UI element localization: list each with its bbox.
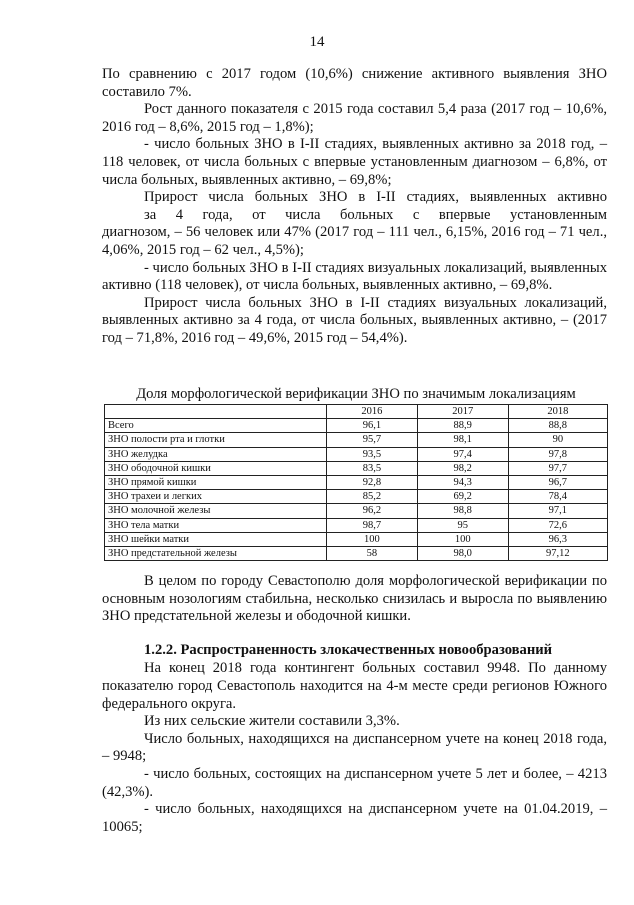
table-cell-value: 72,6 xyxy=(508,518,607,532)
paragraph xyxy=(102,189,607,259)
paragraph: Число больных, находящихся на диспансерном учете на конец 2018 года, – 9948; xyxy=(102,730,607,765)
table-row xyxy=(105,433,608,447)
table-cell-value: 100 xyxy=(417,532,508,546)
paragraph: - число больных ЗНО в I-II стадиях, выявленных активно за 2018 год, – 118 человек, от числа больных с впервые установленным диагнозом – 6,8%, от числа больных, выявленных активно, – 69,8%; xyxy=(102,136,607,188)
table-cell-value: 78,4 xyxy=(508,490,607,504)
paragraph: По сравнению с 2017 годом (10,6%) снижение активного выявления ЗНО составило 7%. xyxy=(102,66,607,100)
paragraph-line: за 4 года, от числа больных с впервые установленным xyxy=(144,206,607,223)
table-cell-value: 100 xyxy=(327,532,418,546)
table-cell-label: Всего xyxy=(105,419,327,433)
table-cell-value: 95 xyxy=(417,518,508,532)
table-cell-label: ЗНО полости рта и глотки xyxy=(105,433,327,447)
table-cell-value: 98,0 xyxy=(417,547,508,561)
table-row xyxy=(105,547,608,561)
paragraph: Прирост числа больных ЗНО в I-II стадиях визуальных локализаций, выявленных активно за 4 года, от числа больных, выявленных активно, – (2017 год – 71,8%, 2016 год – 49,6%, 2015 год – 54,4%). xyxy=(102,294,607,346)
body-text-bottom xyxy=(102,573,607,836)
table-cell-value: 93,5 xyxy=(327,447,418,461)
table-row xyxy=(105,490,608,504)
table-row xyxy=(105,504,608,518)
table-cell-label: ЗНО шейки матки xyxy=(105,532,327,546)
table-cell-value: 92,8 xyxy=(327,476,418,490)
table-row xyxy=(105,461,608,475)
verification-table-block xyxy=(104,386,608,561)
table-cell-value: 98,7 xyxy=(327,518,418,532)
paragraph: - число больных, находящихся на диспансерном учете на 01.04.2019, – 10065; xyxy=(102,801,607,835)
paragraph: - число больных, состоящих на диспансерном учете 5 лет и более, – 4213 (42,3%). xyxy=(102,765,607,800)
paragraph-line: диагнозом, – 56 человек или 47% (2017 год – 111 чел., 6,15%, 2016 год – 71 чел., 4,06%, 2015 год – 62 чел., 4,5%); xyxy=(102,224,607,258)
table-cell-value: 96,3 xyxy=(508,532,607,546)
table-cell-label: ЗНО прямой кишки xyxy=(105,476,327,490)
table-row xyxy=(105,447,608,461)
table-row xyxy=(105,532,608,546)
table-cell-value: 88,9 xyxy=(417,419,508,433)
verification-table xyxy=(104,404,608,561)
table-title: Доля морфологической верификации ЗНО по значимым локализациям xyxy=(136,386,576,402)
table-body xyxy=(105,419,608,561)
table-cell-value: 97,4 xyxy=(417,447,508,461)
paragraph: - число больных ЗНО в I-II стадиях визуальных локализаций, выявленных активно (118 человек), от числа больных, выявленных активно, – 69,8%. xyxy=(102,259,607,294)
paragraph: Из них сельские жители составили 3,3%. xyxy=(144,713,400,730)
table-cell-value: 83,5 xyxy=(327,461,418,475)
table-row xyxy=(105,518,608,532)
table-header-cell: 2018 xyxy=(508,405,607,419)
table-cell-value: 96,7 xyxy=(508,476,607,490)
table-cell-value: 98,2 xyxy=(417,461,508,475)
body-text-top xyxy=(102,66,607,348)
section-heading: 1.2.2. Распространенность злокачественных новообразований xyxy=(144,641,553,658)
table-cell-value: 97,8 xyxy=(508,447,607,461)
table-cell-label: ЗНО ободочной кишки xyxy=(105,461,327,475)
table-cell-label: ЗНО трахеи и легких xyxy=(105,490,327,504)
page-number: 14 xyxy=(309,34,325,50)
table-header-cell: 2016 xyxy=(327,405,418,419)
table-row xyxy=(105,476,608,490)
table-header-row xyxy=(105,405,608,419)
table-cell-value: 85,2 xyxy=(327,490,418,504)
table-cell-value: 90 xyxy=(508,433,607,447)
table-cell-value: 98,8 xyxy=(417,504,508,518)
table-cell-value: 58 xyxy=(327,547,418,561)
table-cell-value: 95,7 xyxy=(327,433,418,447)
table-cell-label: ЗНО предстательной железы xyxy=(105,547,327,561)
paragraph: В целом по городу Севастополю доля морфологической верификации по основным нозологиям стабильна, несколько снизилась и выросла по выявлению ЗНО предстательной железы и ободочной кишки. xyxy=(102,573,607,625)
table-row xyxy=(105,419,608,433)
table-cell-value: 96,1 xyxy=(327,419,418,433)
table-cell-value: 97,1 xyxy=(508,504,607,518)
paragraph: На конец 2018 года контингент больных составил 9948. По данному показателю город Севастополь находится на 4-м месте среди регионов Южного федерального округа. xyxy=(102,660,607,712)
table-cell-value: 88,8 xyxy=(508,419,607,433)
table-cell-value: 97,12 xyxy=(508,547,607,561)
table-cell-value: 96,2 xyxy=(327,504,418,518)
table-header-cell: 2017 xyxy=(417,405,508,419)
paragraph-line: Прирост числа больных ЗНО в I-II стадиях, выявленных активно xyxy=(144,189,607,206)
table-cell-label: ЗНО желудка xyxy=(105,447,327,461)
table-cell-value: 94,3 xyxy=(417,476,508,490)
table-header-cell xyxy=(105,405,327,419)
table-cell-label: ЗНО тела матки xyxy=(105,518,327,532)
table-cell-label: ЗНО молочной железы xyxy=(105,504,327,518)
table-cell-value: 97,7 xyxy=(508,461,607,475)
table-cell-value: 98,1 xyxy=(417,433,508,447)
paragraph: Рост данного показателя с 2015 года составил 5,4 раза (2017 год – 10,6%, 2016 год – 8,6%, 2015 год – 1,8%); xyxy=(102,101,607,135)
table-cell-value: 69,2 xyxy=(417,490,508,504)
